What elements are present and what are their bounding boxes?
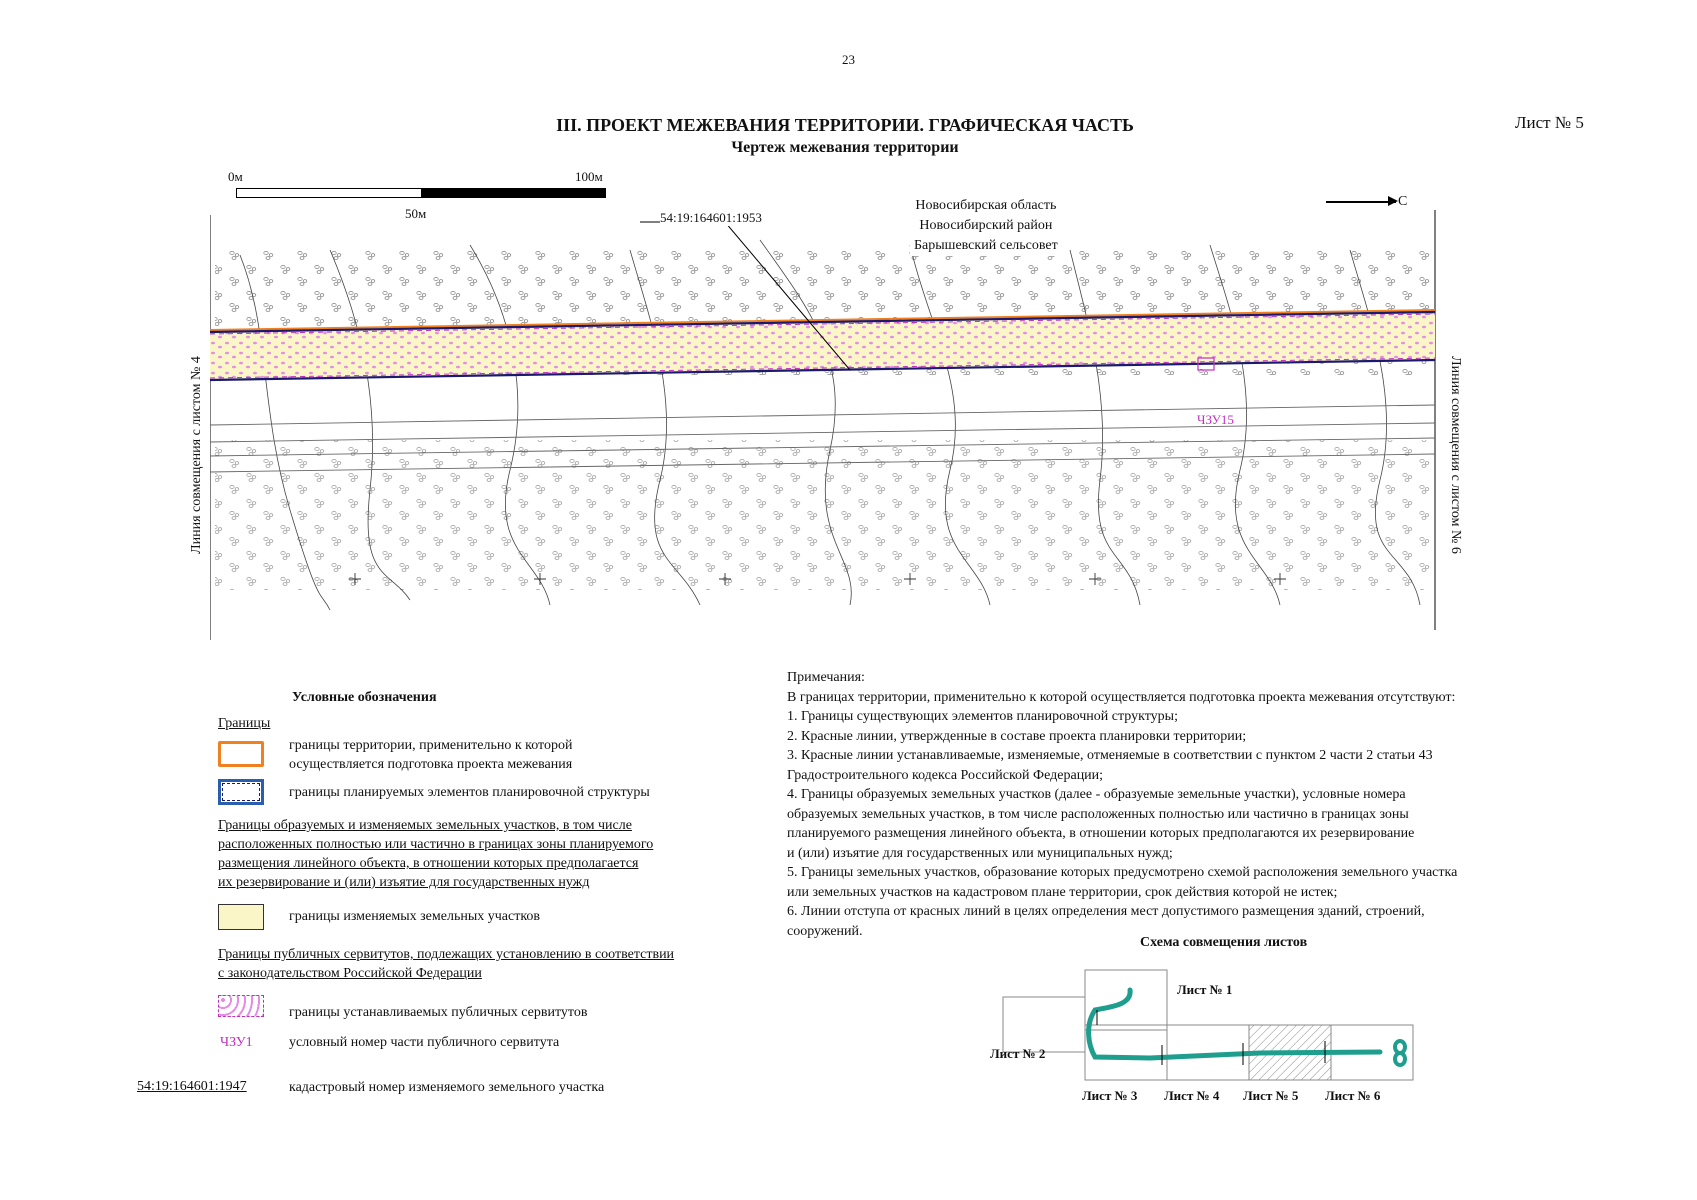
legend-item-territory-line2: осуществляется подготовка проекта межевания [289,757,573,772]
legend-servitude-code-text: условный номер части публичного сервитута [289,1035,560,1050]
notes-block [787,668,1577,941]
legend-parcels-heading-line4: их резервирование и (или) изъятие для государственных нужд [218,875,590,890]
notes-line: 3. Красные линии устанавливаемые, изменяемые, отменяемые в соответствии с пунктом 2 части 2 статьи 43 [787,748,1433,763]
legend-changed-parcels: границы изменяемых земельных участков [289,909,541,924]
notes-line: 5. Границы земельных участков, образование которых предусмотрено схемой расположения земельного участка [787,865,1458,880]
legend-servitude-border: границы устанавливаемых публичных сервитутов [289,1005,588,1020]
map-drawing [210,210,1440,640]
notes-line: 6. Линии отступа от красных линий в целях определения мест допустимого размещения зданий, строений, [787,904,1425,919]
legend-servitude-code-sample: ЧЗУ1 [220,1035,253,1050]
legend-servitudes-heading-line1: Границы публичных сервитутов, подлежащих установлению в соответствии [218,947,675,962]
notes-line: и (или) изъятие для государственных или муниципальных нужд; [787,845,1173,861]
servitude-code-label: ЧЗУ15 [1197,412,1234,427]
page-title: III. ПРОЕКТ МЕЖЕВАНИЯ ТЕРРИТОРИИ. ГРАФИЧЕСКАЯ ЧАСТЬ [556,115,1134,135]
scale-start-label: 0м [228,169,243,184]
notes-line: 2. Красные линии, утвержденные в составе проекта планировки территории; [787,728,1247,744]
notes-line: планируемого размещения линейного объекта, в отношении которых предполагаются их резервирование [787,826,1415,841]
left-join-label: Линия совмещения с листом № 4 [189,356,204,554]
north-label: С [1398,194,1408,209]
region-line-2: Новосибирский район [919,218,1053,233]
scheme-sheet-5: Лист № 5 [1243,1088,1299,1103]
legend-cadastral-text: кадастровый номер изменяемого земельного участка [289,1080,605,1095]
notes-title: Примечания: [787,670,865,685]
legend-swatch-territory [218,741,264,767]
legend-borders-heading: Границы [218,716,271,731]
notes-line: 1. Границы существующих элементов планировочной структуры; [787,709,1178,724]
region-line-1: Новосибирская область [915,198,1057,213]
scheme-title: Схема совмещения листов [1140,935,1308,950]
page-number: 23 [842,52,855,67]
legend-parcels-heading-line2: расположенных полностью или частично в границах зоны планируемого [218,837,654,852]
notes-line: или земельных участков на кадастровом плане территории, срок действия которой не истек; [787,884,1338,900]
notes-line: 4. Границы образуемых земельных участков (далее - образуемые земельные участки), условные номера [787,787,1406,802]
scheme-sheet-6: Лист № 6 [1325,1088,1381,1103]
legend-item-territory-line1: границы территории, применительно к которой [289,738,573,753]
scheme-sheet-2: Лист № 2 [990,1046,1046,1061]
drawing-subtitle: Чертеж межевания территории [731,139,959,156]
scale-end-label: 100м [575,169,603,184]
north-arrow-head-icon [1388,196,1398,206]
legend-servitudes-heading-line2: с законодательством Российской Федерации [218,966,482,981]
legend-parcels-heading-line1: Границы образуемых и изменяемых земельных участков, в том числе [218,818,632,833]
legend-parcels-heading-line3: размещения линейного объекта, в отношении которых предполагается [218,856,639,871]
notes-line: сооружений. [787,923,863,939]
sheet-number-label: Лист № 5 [1515,113,1584,132]
legend-parcels-heading [218,816,653,892]
notes-line: Градостроительного кодекса Российской Федерации; [787,767,1104,783]
notes-line: В границах территории, применительно к которой осуществляется подготовка проекта межевания отсутствуют: [787,689,1456,705]
right-join-label: Линия совмещения с листом № 6 [1448,356,1463,554]
legend-swatch-changed-parcels [218,904,264,930]
scale-bar-filled-segment [421,189,605,197]
legend-cadastral-sample: 54:19:164601:1947 [137,1079,247,1094]
legend-servitudes-heading [218,945,674,983]
legend-swatch-planning [218,779,264,805]
scheme-sheet-3: Лист № 3 [1082,1088,1138,1103]
region-line-3: Барышевский сельсовет [914,238,1058,253]
legend-title: Условные обозначения [292,690,437,705]
scale-mid-label: 50м [405,206,427,221]
legend-item-planning: границы планируемых элементов планировочной структуры [289,785,650,800]
scheme-sheet-4: Лист № 4 [1164,1088,1220,1103]
legend-swatch-servitude [218,995,264,1017]
parcel-number-label: 54:19:164601:1953 [660,210,762,225]
scheme-sheet-1: Лист № 1 [1177,982,1233,997]
region-label [910,196,1062,256]
scale-bar [236,188,606,198]
legend-item-territory [289,736,572,774]
north-arrow-icon [1326,201,1396,203]
notes-line: образуемых земельных участков, в том числе расположенных полностью или частично в границах зоны [787,806,1409,822]
